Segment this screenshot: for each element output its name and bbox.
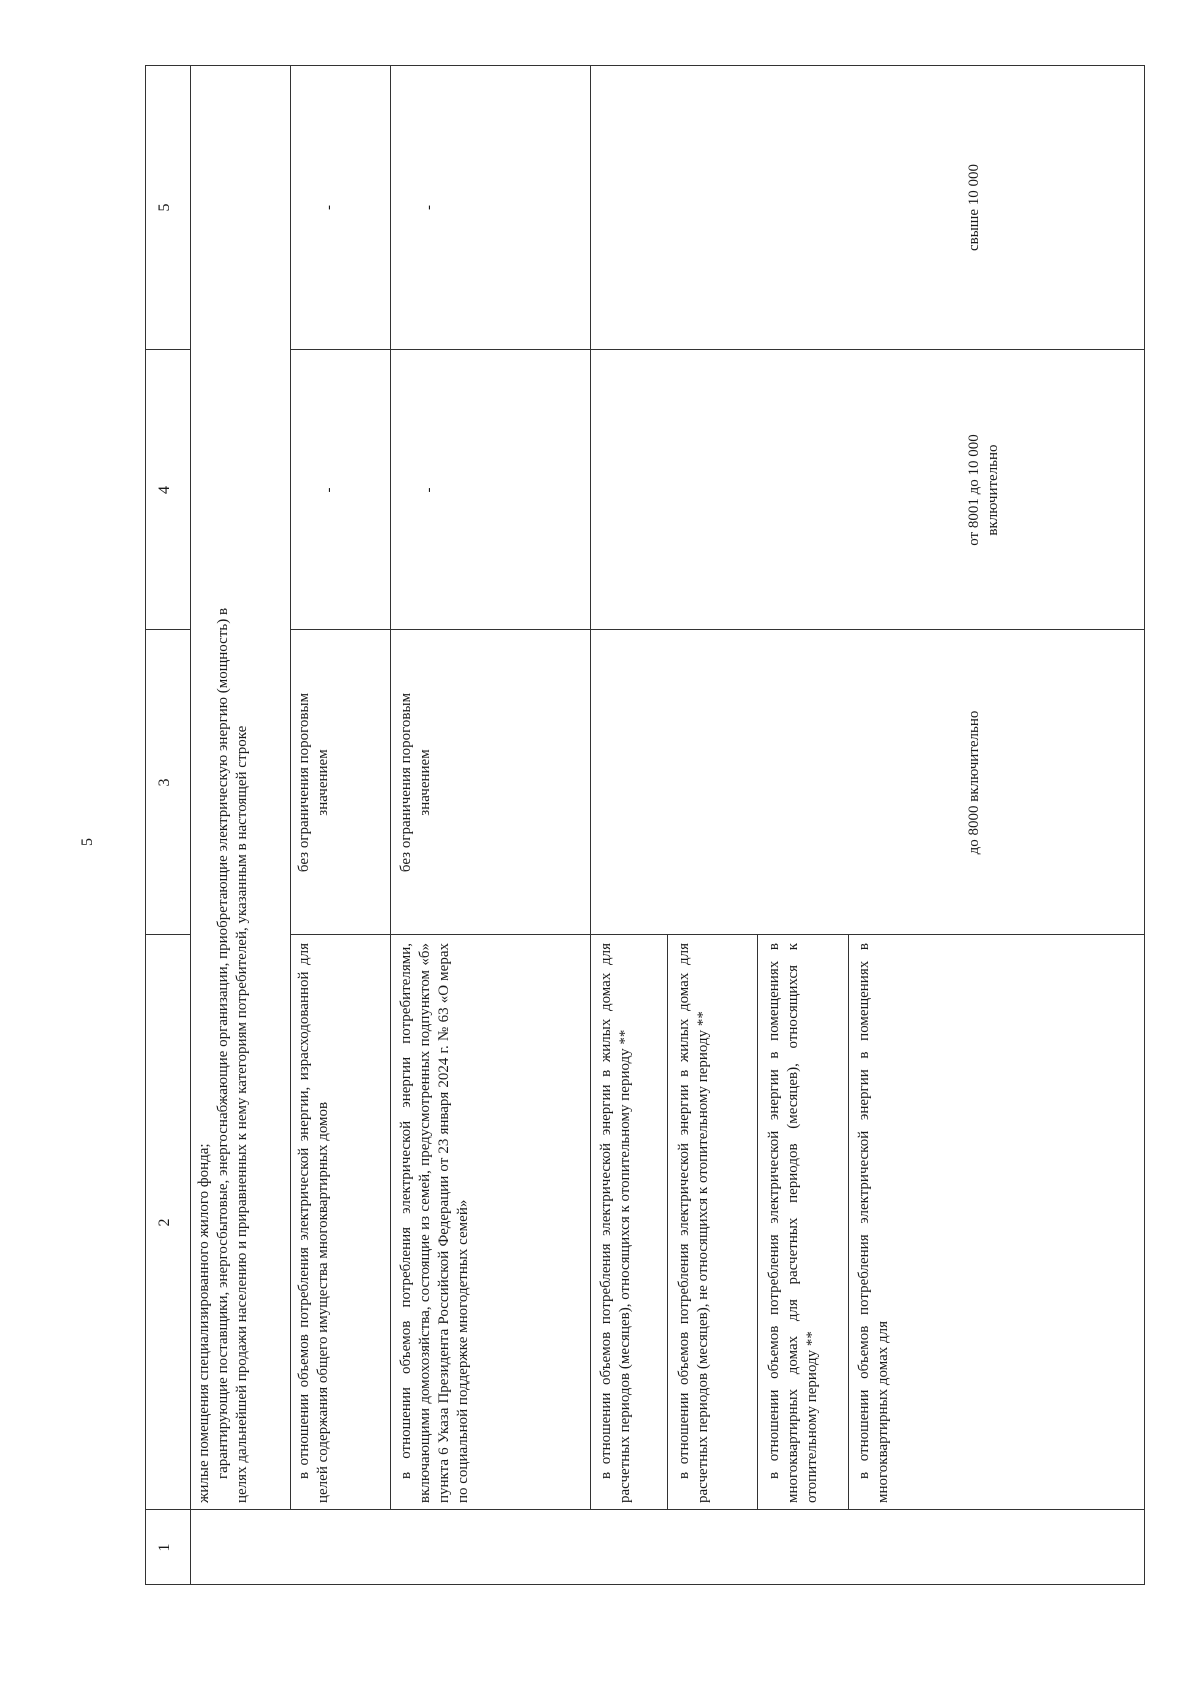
- group-col4: от 8001 до 10 000 включительно: [966, 434, 1001, 546]
- row1-divider-c: [290, 349, 390, 350]
- row2-col4: -: [421, 487, 437, 493]
- column-header-5: 5: [156, 203, 173, 212]
- column-header-3: 3: [156, 778, 173, 787]
- row1-divider-b: [290, 629, 390, 630]
- row2-description: в отношении объемов потребления электрической энергии потребителями, включающими домохозяйства, состоящие из семей, предусмотренных подпунктом «б» пункта 6 Указа Президента Российской Федерации от 23 января 2024 г. № 63 «О мерах по социальной поддержке многодетных семей»: [398, 943, 471, 1503]
- group-item-3: в отношении объемов потребления электрической энергии в помещениях в многоквартирных домах для расчетных периодов (месяцев), относящихся к отопительному периоду **: [766, 943, 820, 1503]
- column-header-1: 1: [156, 1543, 173, 1552]
- intro-divider: [290, 65, 291, 1510]
- group-item-1: в отношении объемов потребления электрической энергии в жилых домах для расчетных периодов (месяцев), относящихся к отопительному периоду **: [598, 943, 633, 1503]
- row1-description: в отношении объемов потребления электрической энергии, израсходованной для целей содержания общего имущества многоквартирных домов: [296, 943, 331, 1503]
- column-header-4: 4: [156, 486, 173, 494]
- group-item-4: в отношении объемов потребления электрической энергии в помещениях в многоквартирных домах для: [856, 943, 891, 1503]
- row1-col3: без ограничения пороговым значением: [296, 692, 331, 873]
- col2-header-divider: [145, 934, 190, 935]
- column-header-2: 2: [156, 1218, 173, 1227]
- row2-divider-a: [390, 934, 590, 935]
- col4-header-divider: [145, 349, 190, 350]
- row1-bottom: [390, 65, 391, 1510]
- intro-line-1: жилые помещения специализированного жилого фонда;: [196, 1143, 212, 1503]
- intro-line-3: целях дальнейшей продажи населению и приравненных к нему категориям потребителей, указанным в настоящей строке: [234, 725, 250, 1503]
- row1-divider-a: [290, 934, 390, 935]
- page-number: 5: [79, 838, 96, 846]
- row1-col4: -: [321, 487, 337, 493]
- group-item-2: в отношении объемов потребления электрической энергии в жилых домах для расчетных периодов (месяцев), не относящихся к отопительному периоду **: [676, 943, 711, 1503]
- row2-col5: -: [421, 205, 437, 210]
- intro-text: [195, 73, 252, 1503]
- header-divider: [190, 65, 191, 1585]
- group-item-3-bottom: [848, 935, 849, 1510]
- row2-col3: без ограничения пороговым значением: [398, 692, 433, 873]
- row1-col5: -: [321, 205, 337, 210]
- intro-line-2: гарантирующие поставщики, энергосбытовые, энергоснабжающие организации, приобретающие электрическую энергию (мощность) в: [215, 607, 231, 1479]
- group-divider-b: [590, 629, 1145, 630]
- group-divider-c: [590, 349, 1145, 350]
- col1-divider: [145, 1509, 1145, 1510]
- group-divider-a: [590, 934, 1145, 935]
- group-col5: свыше 10 000: [966, 163, 982, 252]
- col3-header-divider: [145, 629, 190, 630]
- group-item-1-bottom: [667, 935, 668, 1510]
- tariff-table: [145, 65, 1145, 1585]
- group-item-2-bottom: [757, 935, 758, 1510]
- group-col3: до 8000 включительно: [966, 710, 982, 855]
- row2-bottom: [590, 65, 591, 1510]
